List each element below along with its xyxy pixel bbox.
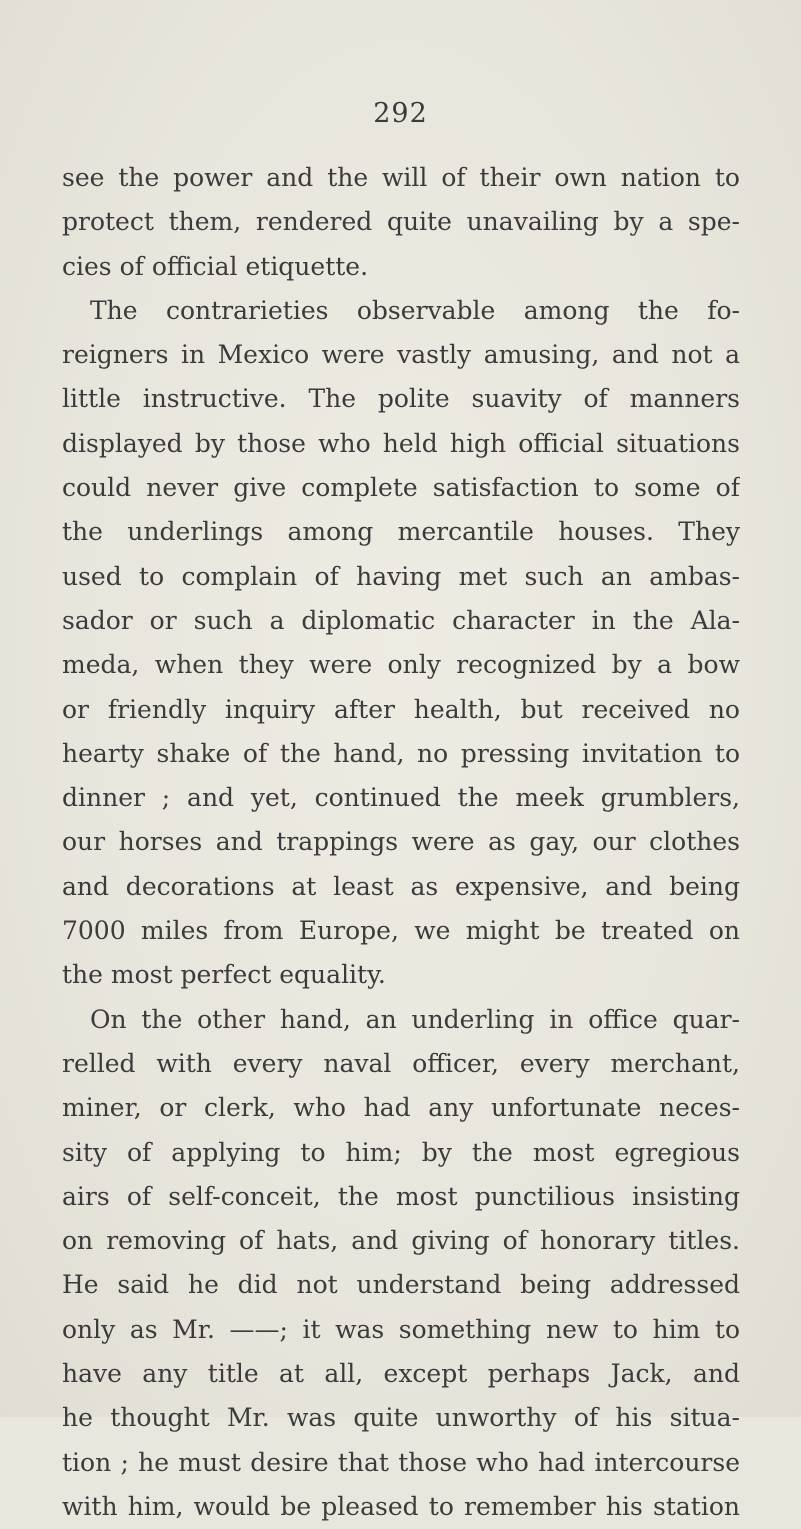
text-line: used to complain of having met such an ambas- <box>62 561 740 591</box>
text-line: could never give complete satisfaction to some of <box>62 473 740 503</box>
text-line: dinner ; and yet, continued the meek grumblers, <box>62 783 740 813</box>
text-line: miner, or clerk, who had any unfortunate neces- <box>62 1093 740 1123</box>
text-line: protect them, rendered quite unavailing by a spe- <box>62 207 740 237</box>
text-line: or friendly inquiry after health, but received no <box>62 694 740 724</box>
text-line: 7000 miles from Europe, we might be treated on <box>62 916 740 946</box>
text-line: he thought Mr. was quite unworthy of his situa- <box>62 1403 740 1433</box>
text-line: sity of applying to him; by the most egregious <box>62 1137 740 1167</box>
page-number: 292 <box>373 98 428 129</box>
text-line: airs of self-conceit, the most punctilious insisting <box>62 1181 740 1211</box>
text-line: On the other hand, an underling in office quar- <box>90 1004 740 1034</box>
text-line: The contrarieties observable among the fo- <box>90 295 740 325</box>
text-line: relled with every naval officer, every merchant, <box>62 1048 740 1078</box>
text-line: tion ; he must desire that those who had intercourse <box>62 1447 740 1477</box>
text-line: hearty shake of the hand, no pressing invitation to <box>62 738 740 768</box>
text-line: only as Mr. ——; it was something new to him to <box>62 1314 740 1344</box>
text-line: with him, would be pleased to remember his station <box>62 1491 740 1521</box>
text-line: and decorations at least as expensive, and being <box>62 871 740 901</box>
text-line: have any title at all, except perhaps Jack, and <box>62 1359 740 1389</box>
text-line: little instructive. The polite suavity of manners <box>62 384 740 414</box>
text-line: displayed by those who held high official situations <box>62 428 740 458</box>
text-line: meda, when they were only recognized by a bow <box>62 650 740 680</box>
body-text <box>62 156 740 1529</box>
text-line: the underlings among mercantile houses. They <box>62 517 740 547</box>
text-line: see the power and the will of their own nation to <box>62 163 740 192</box>
text-line: the most perfect equality. <box>62 960 386 990</box>
text-line: reigners in Mexico were vastly amusing, and not a <box>62 340 740 370</box>
text-line: He said he did not understand being addressed <box>62 1270 740 1300</box>
text-line: on removing of hats, and giving of honorary titles. <box>62 1226 740 1256</box>
text-line: cies of official etiquette. <box>62 251 369 281</box>
text-line: our horses and trappings were as gay, our clothes <box>62 827 740 857</box>
text-line: sador or such a diplomatic character in the Ala- <box>62 605 740 635</box>
